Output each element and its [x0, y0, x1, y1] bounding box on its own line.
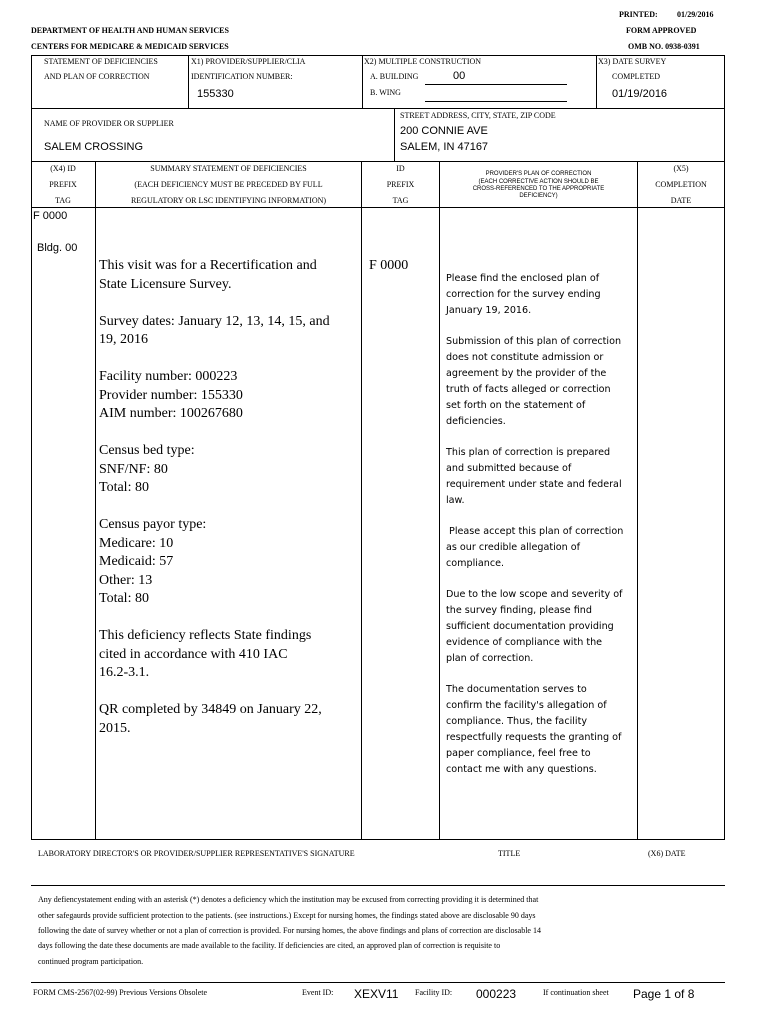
event-id-label: Event ID:: [302, 988, 334, 997]
address-line-2: SALEM, IN 47167: [400, 141, 489, 153]
plan-line: deficiencies.: [446, 416, 506, 427]
plan-paragraph: [446, 334, 634, 430]
summary-header-2: (EACH DEFICIENCY MUST BE PRECEDED BY FULL: [134, 180, 323, 189]
disclaimer-line: other safegaurds provide sufficient protection to the patients. (see instructions.) Except for nursing homes, the findings stated above are disclosable 90 days: [38, 911, 536, 920]
statement-label-2: AND PLAN OF CORRECTION: [44, 72, 150, 81]
disclaimer-line: Any defiencystatement ending with an asterisk (*) denotes a deficiency which the institution may be excused from correcting providing it is determined that: [38, 895, 539, 904]
plan-line: and submitted because of: [446, 463, 572, 474]
plan-line: correction for the survey ending: [446, 289, 601, 300]
summary-line: Census bed type:: [99, 443, 195, 458]
summary-header-3: REGULATORY OR LSC IDENTIFYING INFORMATION): [130, 196, 327, 205]
building-value: 00: [453, 70, 466, 82]
summary-header-1: SUMMARY STATEMENT OF DEFICIENCIES: [150, 164, 307, 173]
plan-header-3: CROSS-REFERENCED TO THE APPROPRIATE: [472, 186, 605, 192]
plan-paragraph: [446, 682, 634, 778]
summary-line: Medicare: 10: [99, 535, 174, 551]
summary-line: 2015.: [99, 720, 131, 736]
summary-paragraph: [99, 442, 330, 498]
id-header-2: PREFIX: [386, 180, 415, 189]
summary-line: Census payor type:: [99, 517, 207, 532]
plan-line: January 19, 2016.: [446, 305, 532, 316]
x5-header-1: (X5): [673, 164, 689, 173]
plan-paragraph: [446, 271, 634, 319]
summary-line: This visit was for a Recertification and: [99, 258, 317, 273]
plan-header-1: PROVIDER'S PLAN OF CORRECTION: [485, 171, 592, 177]
title-label: TITLE: [498, 849, 521, 858]
plan-line: contact me with any questions.: [446, 764, 597, 775]
summary-line: State Licensure Survey.: [99, 276, 232, 292]
footer-top-line: [31, 982, 725, 983]
summary-line: This deficiency reflects State findings: [99, 628, 312, 643]
plan-line: Please accept this plan of correction: [446, 526, 624, 537]
x2-label: X2) MULTIPLE CONSTRUCTION: [364, 57, 482, 66]
facility-id-label: Facility ID:: [415, 988, 453, 997]
form-number: FORM CMS-2567(02-99) Previous Versions Obsolete: [33, 988, 208, 997]
x3-label-2: COMPLETED: [612, 72, 660, 81]
page-number: Page 1 of 8: [633, 987, 695, 1001]
x3-label-1: X3) DATE SURVEY: [598, 57, 667, 66]
plan-line: does not constitute admission or: [446, 352, 604, 363]
printed-date: 01/29/2016: [677, 10, 714, 19]
x4-header-2: PREFIX: [49, 180, 77, 189]
printed-label: PRINTED:: [619, 10, 658, 19]
disclaimer-line: continued program participation.: [38, 957, 144, 966]
divider-address: [394, 108, 395, 161]
plan-line: truth of facts alleged or correction: [446, 384, 611, 395]
col-divider-2: [361, 161, 362, 840]
row-divider-2: [31, 161, 725, 162]
provider-name-value: SALEM CROSSING: [44, 141, 144, 153]
id-header-3: TAG: [392, 196, 409, 205]
divider-x3: [596, 55, 597, 109]
summary-line: Total: 80: [99, 480, 149, 495]
divider-x1: [188, 55, 189, 109]
plan-line: as our credible allegation of: [446, 542, 580, 553]
plan-line: plan of correction.: [446, 653, 534, 664]
summary-line: SNF/NF: 80: [99, 461, 168, 477]
address-label: STREET ADDRESS, CITY, STATE, ZIP CODE: [400, 111, 556, 120]
plan-line: Due to the low scope and severity of: [446, 589, 623, 600]
department-title: DEPARTMENT OF HEALTH AND HUMAN SERVICES: [31, 26, 229, 35]
disclaimer-line: days following the date these documents are made available to the facility. If deficiencies are cited, an approved plan of correction is requisite to: [38, 941, 501, 950]
summary-line: AIM number: 100267680: [99, 406, 243, 421]
row-divider-3: [31, 207, 725, 208]
survey-date-value: 01/19/2016: [612, 88, 668, 100]
plan-line: This plan of correction is prepared: [446, 447, 611, 458]
address-line-1: 200 CONNIE AVE: [400, 125, 488, 137]
summary-paragraph: [99, 313, 330, 350]
building-tag: Bldg. 00: [37, 242, 78, 254]
summary-line: Total: 80: [99, 591, 149, 606]
top-border: [31, 55, 725, 56]
divider-x2: [362, 55, 363, 109]
disclaimer-line: following the date of survey whether or not a plan of correction is provided. For nursing homes, the above findings and plans of correction are disclosable 14: [38, 926, 541, 935]
summary-line: Other: 13: [99, 572, 153, 588]
id-tag: F 0000: [369, 258, 409, 273]
plan-paragraph: [446, 524, 634, 572]
building-underline: [425, 84, 567, 85]
statement-label-1: STATEMENT OF DEFICIENCIES: [44, 57, 158, 66]
bottom-border: [31, 839, 725, 840]
event-id-value: XEXV11: [354, 987, 399, 1001]
summary-statement: [99, 257, 330, 757]
summary-paragraph: [99, 368, 330, 424]
plan-line: respectfully requests the granting of: [446, 732, 622, 743]
continuation-label: If continuation sheet: [543, 988, 609, 997]
plan-header-2: (EACH CORRECTIVE ACTION SHOULD BE: [478, 179, 599, 185]
row-divider-1: [31, 108, 725, 109]
date-label: (X6) DATE: [648, 849, 686, 858]
plan-of-correction: [446, 271, 634, 793]
right-border: [724, 55, 725, 840]
plan-line: compliance.: [446, 558, 505, 569]
x5-header-2: COMPLETION: [655, 180, 707, 189]
summary-paragraph: [99, 627, 330, 683]
plan-line: law.: [446, 495, 465, 506]
plan-line: The documentation serves to: [446, 684, 587, 695]
summary-paragraph: [99, 701, 330, 738]
summary-line: cited in accordance with 410 IAC: [99, 646, 288, 662]
plan-line: Submission of this plan of correction: [446, 336, 622, 347]
plan-line: sufficient documentation providing: [446, 621, 614, 632]
summary-line: Provider number: 155330: [99, 387, 243, 403]
signature-bottom-line: [31, 885, 725, 886]
building-label: A. BUILDING: [370, 72, 419, 81]
wing-label: B. WING: [370, 88, 401, 97]
left-tag: F 0000: [33, 210, 68, 222]
form-approved: FORM APPROVED: [626, 26, 697, 35]
provider-name-label: NAME OF PROVIDER OR SUPPLIER: [44, 119, 174, 128]
plan-paragraph: [446, 587, 634, 667]
plan-line: compliance. Thus, the facility: [446, 716, 588, 727]
x4-header-1: (X4) ID: [50, 164, 76, 173]
summary-paragraph: [99, 257, 330, 294]
summary-line: 16.2-3.1.: [99, 665, 150, 680]
plan-line: confirm the facility's allegation of: [446, 700, 607, 711]
wing-underline: [425, 101, 567, 102]
director-signature-label: LABORATORY DIRECTOR'S OR PROVIDER/SUPPLIER REPRESENTATIVE'S SIGNATURE: [38, 849, 355, 858]
plan-paragraph: [446, 445, 634, 509]
summary-line: Medicaid: 57: [99, 554, 174, 569]
plan-line: the survey finding, please find: [446, 605, 592, 616]
summary-line: QR completed by 34849 on January 22,: [99, 702, 322, 717]
facility-id-value: 000223: [476, 987, 517, 1001]
plan-line: set forth on the statement of: [446, 400, 586, 411]
col-divider-4: [637, 161, 638, 840]
col-divider-3: [439, 161, 440, 840]
x1-label-2: IDENTIFICATION NUMBER:: [191, 72, 293, 81]
omb-number: OMB NO. 0938-0391: [628, 42, 700, 51]
plan-line: paper compliance, feel free to: [446, 748, 591, 759]
centers-title: CENTERS FOR MEDICARE & MEDICAID SERVICES: [31, 42, 229, 51]
id-header-1: ID: [396, 164, 405, 173]
plan-line: Please find the enclosed plan of: [446, 273, 600, 284]
summary-line: Survey dates: January 12, 13, 14, 15, and: [99, 313, 330, 329]
plan-line: requirement under state and federal: [446, 479, 622, 490]
plan-header-4: DEFICIENCY): [519, 193, 558, 199]
plan-line: evidence of compliance with the: [446, 637, 603, 648]
x5-header-3: DATE: [670, 196, 692, 205]
x1-label-1: X1) PROVIDER/SUPPLIER/CLIA: [191, 57, 306, 66]
x4-header-3: TAG: [55, 196, 71, 205]
col-divider-1: [95, 161, 96, 840]
provider-id-value: 155330: [197, 88, 234, 100]
summary-line: Facility number: 000223: [99, 369, 238, 384]
summary-paragraph: [99, 516, 330, 609]
summary-line: 19, 2016: [99, 332, 148, 347]
plan-line: agreement by the provider of the: [446, 368, 607, 379]
